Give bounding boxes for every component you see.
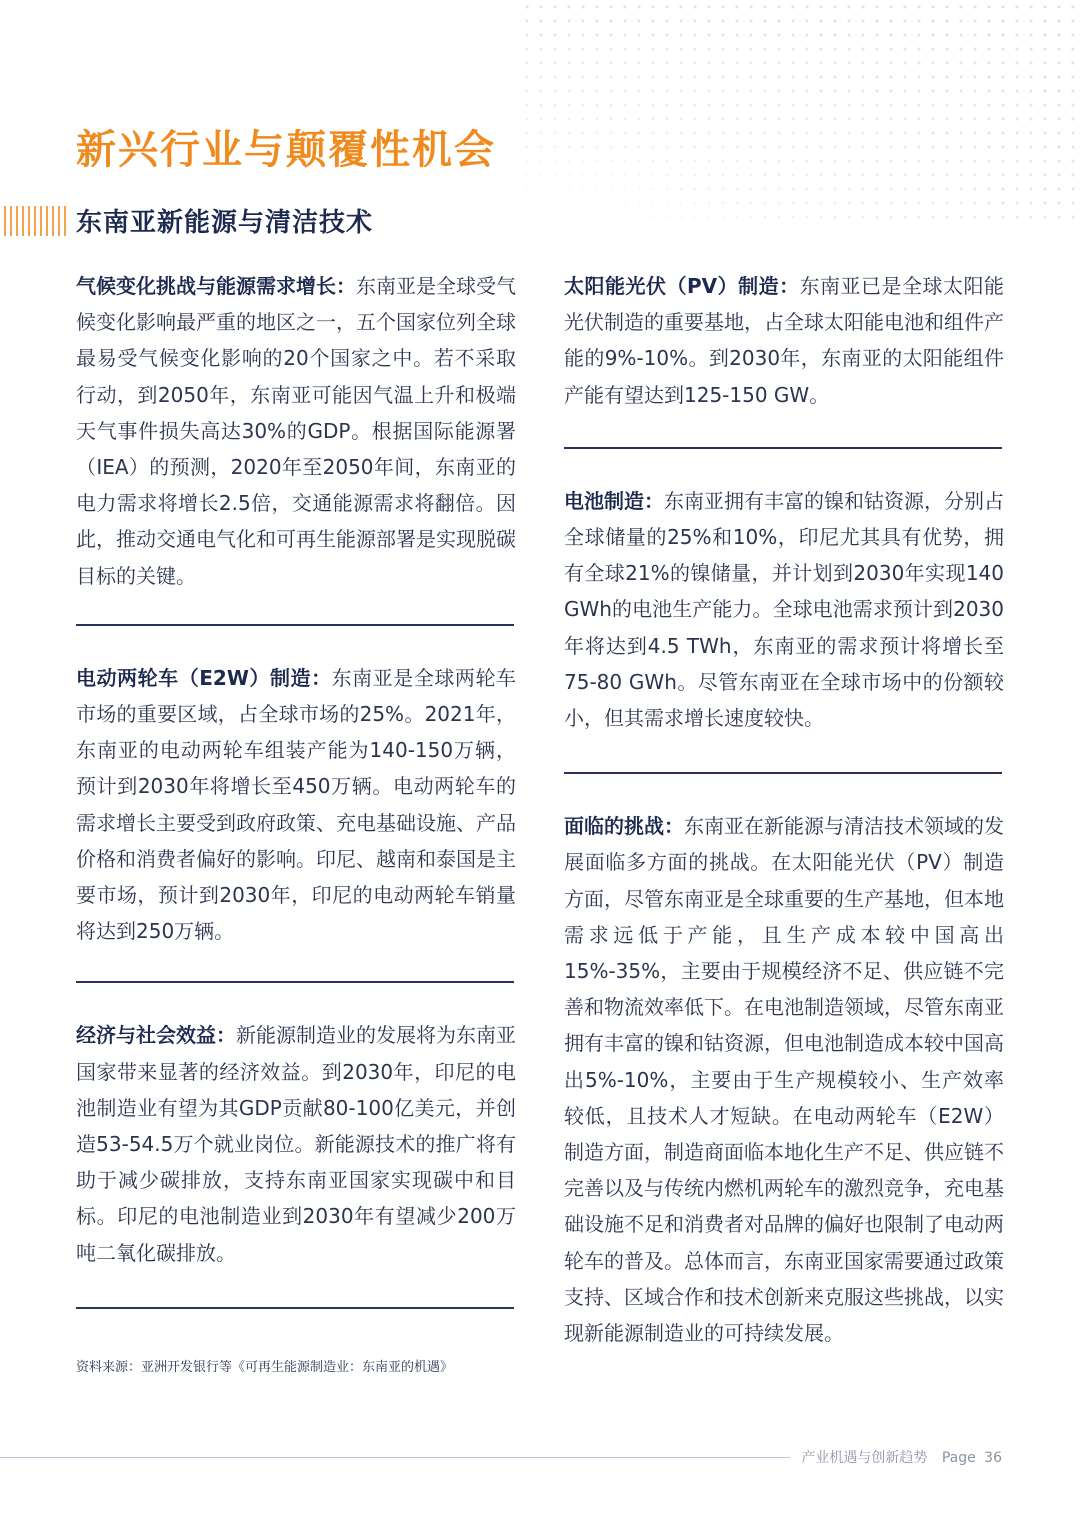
paragraph-heading: 太阳能光伏（PV）制造： [564, 274, 800, 298]
paragraph-e2w [76, 660, 516, 950]
paragraph-battery [564, 483, 1004, 736]
paragraph-body: 东南亚是全球受气候变化影响最严重的地区之一，五个国家位列全球最易受气候变化影响的20个国家之中。若不采取行动，到2050年，东南亚可能因气温上升和极端天气事件损失高达30%的GDP。根据国际能源署（IEA）的预测，2020年至2050年间，东南亚的电力需求将增长2.5倍，交通能源需求将翻倍。因此，推动交通电气化和可再生能源部署是实现脱碳目标的关键。 [76, 274, 516, 588]
divider [76, 1307, 514, 1309]
paragraph-climate [76, 268, 516, 594]
paragraph-heading: 经济与社会效益： [76, 1023, 236, 1048]
section-subtitle: 东南亚新能源与清洁技术 [76, 208, 374, 238]
paragraph-heading: 面临的挑战： [564, 814, 684, 839]
decorative-stripes [4, 206, 66, 236]
divider [564, 447, 1002, 449]
right-column [564, 268, 1004, 1351]
page-footer [791, 1447, 1002, 1467]
source-note: 资料来源：亚洲开发银行等《可再生能源制造业：东南亚的机遇》 [76, 1360, 454, 1375]
left-column [76, 268, 516, 1343]
paragraph-body: 新能源制造业的发展将为东南亚国家带来显著的经济效益。到2030年，印尼的电池制造业有望为其GDP贡献80-100亿美元，并创造53-54.5万个就业岗位。新能源技术的推广将有助于减少碳排放，支持东南亚国家实现碳中和目标。印尼的电池制造业到2030年有望减少200万吨二氧化碳排放。 [76, 1023, 516, 1265]
paragraph-economic [76, 1017, 516, 1270]
paragraph-challenges [564, 808, 1004, 1351]
paragraph-body: 东南亚已是全球太阳能光伏制造的重要基地，占全球太阳能电池和组件产能的9%-10%。到2030年，东南亚的太阳能组件产能有望达到125-150 GW。 [564, 274, 1004, 407]
divider [76, 981, 514, 983]
divider [564, 772, 1002, 774]
footer-divider [0, 1457, 790, 1458]
footer-section-title: 产业机遇与创新趋势 [801, 1450, 928, 1466]
paragraph-heading: 气候变化挑战与能源需求增长： [76, 274, 356, 298]
footer-page-number: 36 [984, 1450, 1002, 1466]
paragraph-heading: 电动两轮车（E2W）制造： [76, 665, 332, 690]
divider [76, 624, 514, 626]
paragraph-body: 东南亚拥有丰富的镍和钴资源，分别占全球储量的25%和10%，印尼尤其具有优势，拥有全球21%的镍储量，并计划到2030年实现140 GWh的电池生产能力。全球电池需求预计到2030年将达到4.5 TWh，东南亚的需求预计将增长至75-80 GWh。尽管东南亚在全球市场中的份额较小，但其需求增长速度较快。 [564, 488, 1004, 731]
footer-page-label: Page [941, 1450, 976, 1466]
paragraph-pv [564, 268, 1004, 413]
page-title: 新兴行业与颠覆性机会 [76, 127, 496, 173]
paragraph-body: 东南亚在新能源与清洁技术领域的发展面临多方面的挑战。在太阳能光伏（PV）制造方面，尽管东南亚是全球重要的生产基地，但本地需求远低于产能，且生产成本较中国高出15%-35%，主要由于规模经济不足、供应链不完善和物流效率低下。在电池制造领域，尽管东南亚拥有丰富的镍和钴资源，但电池制造成本较中国高出5%-10%，主要由于生产规模较小、生产效率较低，且技术人才短缺。在电动两轮车（E2W）制造方面，制造商面临本地化生产不足、供应链不完善以及与传统内燃机两轮车的激烈竞争，充电基础设施不足和消费者对品牌的偏好也限制了电动两轮车的普及。总体而言，东南亚国家需要通过政策支持、区域合作和技术创新来克服这些挑战，以实现新能源制造业的可持续发展。 [564, 814, 1004, 1346]
paragraph-body: 东南亚是全球两轮车市场的重要区域，占全球市场的25%。2021年，东南亚的电动两轮车组装产能为140-150万辆，预计到2030年将增长至450万辆。电动两轮车的需求增长主要受到政府政策、充电基础设施、产品价格和消费者偏好的影响。印尼、越南和泰国是主要市场，预计到2030年，印尼的电动两轮车销量将达到250万辆。 [76, 665, 517, 944]
decorative-dot-pattern [520, 0, 1080, 230]
paragraph-heading: 电池制造： [564, 488, 664, 513]
